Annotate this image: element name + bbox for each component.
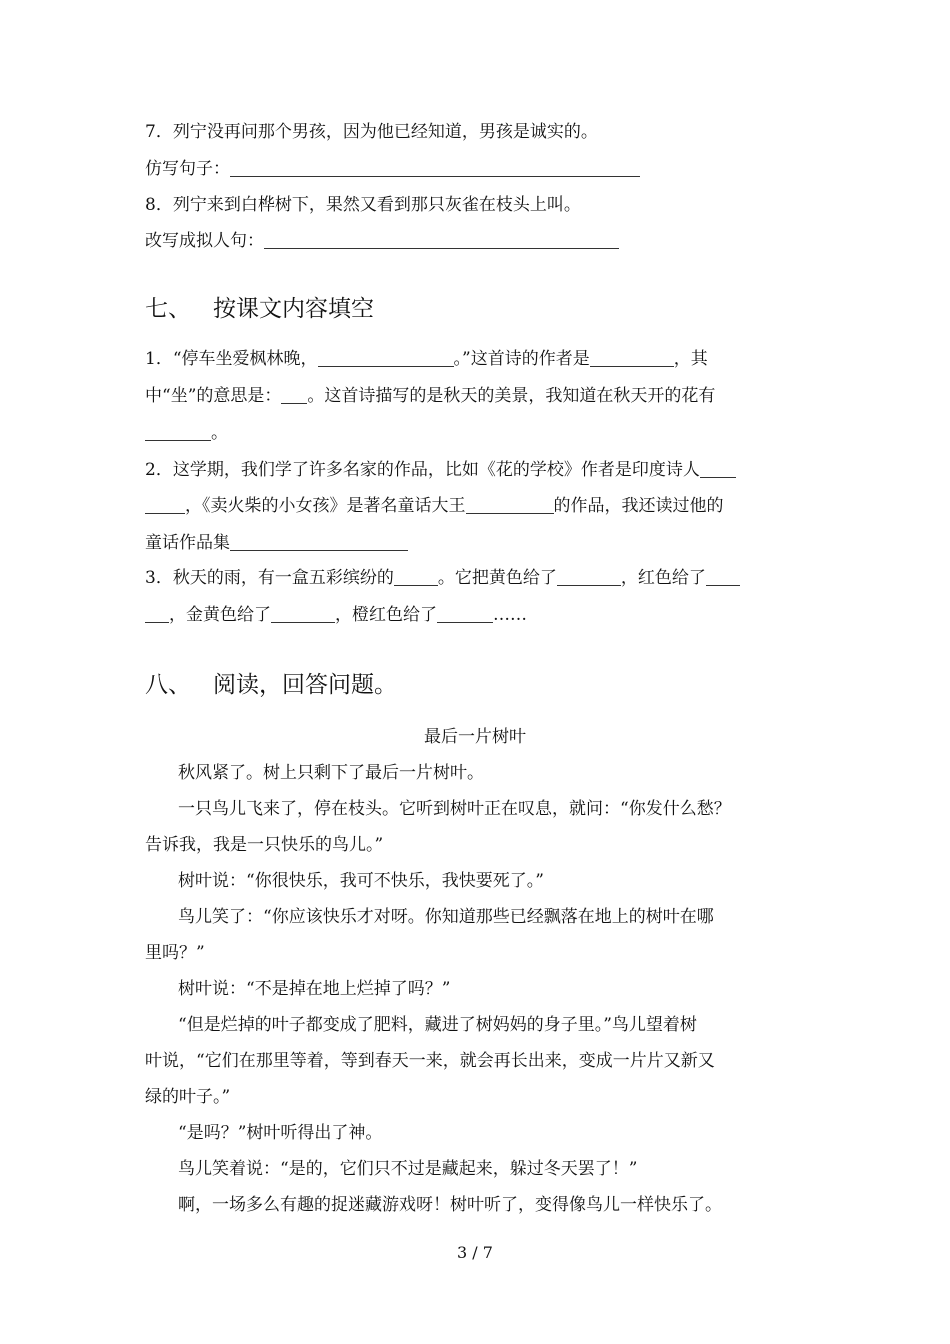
q8-sentence [145, 193, 805, 217]
q7-prompt: 仿写句子： [145, 159, 230, 179]
story-line-3: 告诉我，我是一只快乐的鸟儿。” [145, 835, 384, 855]
section-8-number: 八、 [145, 672, 191, 698]
story-line-2: 一只鸟儿飞来了，停在枝头。它听到树叶正在叹息，就问：“你发什么愁？ [178, 799, 731, 819]
s7-item1-blank-1[interactable] [318, 348, 454, 367]
story-line-9: 叶说，“它们在那里等着，等到春天一来，就会再长出来，变成一片片又新又 [145, 1051, 715, 1071]
s7-item2-blank-2[interactable] [466, 495, 554, 514]
q7-answer-line [145, 157, 805, 181]
s7-item3-text-f: …… [493, 605, 527, 625]
story-title: 最后一片树叶 [424, 727, 526, 747]
section-7-title: 按课文内容填空 [213, 296, 374, 322]
s7-item1-line2 [145, 384, 805, 408]
section-8-title: 阅读，回答问题。 [213, 672, 397, 698]
s7-item2-blank-1a[interactable] [700, 459, 736, 478]
s7-item3-blank-3b[interactable] [145, 604, 169, 623]
s7-item3-blank-5[interactable] [437, 604, 493, 623]
s7-item1-blank-2[interactable] [590, 348, 674, 367]
s7-item3-text-b: 。它把黄色给了 [437, 568, 557, 588]
section-7-heading [145, 294, 374, 324]
q8-prompt: 改写成拟人句： [145, 231, 264, 251]
s7-item2-text-c: 的作品，我还读过他的 [553, 496, 724, 516]
q8-answer-line [145, 229, 805, 253]
s7-item3-blank-2[interactable] [557, 567, 621, 586]
q8-answer-blank[interactable] [264, 230, 619, 249]
s7-item3-text-e: ，橙红色给了 [335, 605, 437, 625]
story-line-4: 树叶说：“你很快乐，我可不快乐，我快要死了。” [178, 871, 544, 891]
q7-answer-blank[interactable] [230, 158, 640, 177]
story-line-11: “是吗？”树叶听得出了神。 [178, 1123, 383, 1143]
story-line-6: 里吗？” [145, 943, 205, 963]
s7-item2-line3 [145, 531, 805, 555]
s7-item2-text-a: 2．这学期，我们学了许多名家的作品，比如《花的学校》作者是印度诗人 [145, 460, 700, 480]
page-number: 3 / 7 [457, 1243, 493, 1262]
story-line-10: 绿的叶子。” [145, 1087, 231, 1107]
s7-item3-text-c: ，红色给了 [620, 568, 706, 588]
s7-item1-text-f: 。 [211, 423, 228, 443]
s7-item2-line1 [145, 458, 805, 482]
s7-item2-text-d: 童话作品集 [145, 533, 230, 553]
s7-item3-blank-4[interactable] [271, 604, 335, 623]
s7-item3-blank-3a[interactable] [706, 567, 740, 586]
s7-item2-text-b: ，《卖火柴的小女孩》是著名童话大王 [185, 496, 466, 516]
s7-item1-text-c: ，其 [673, 349, 708, 369]
section-7-number: 七、 [145, 296, 191, 322]
story-line-8: “但是烂掉的叶子都变成了肥料，藏进了树妈妈的身子里。”鸟儿望着树 [178, 1015, 697, 1035]
s7-item3-blank-1[interactable] [394, 567, 438, 586]
s7-item3-line2 [145, 603, 805, 627]
s7-item2-blank-1b[interactable] [145, 495, 185, 514]
story-line-13: 啊，一场多么有趣的捉迷藏游戏呀！树叶听了，变得像鸟儿一样快乐了。 [178, 1195, 722, 1215]
story-line-7: 树叶说：“不是掉在地上烂掉了吗？” [178, 979, 451, 999]
s7-item1-text-d: 中“坐”的意思是： [145, 386, 282, 406]
s7-item3-line1 [145, 566, 805, 590]
s7-item1-blank-4[interactable] [145, 422, 211, 441]
story-line-12: 鸟儿笑着说：“是的，它们只不过是藏起来，躲过冬天罢了！” [178, 1159, 638, 1179]
story-line-5: 鸟儿笑了：“你应该快乐才对呀。你知道那些已经飘落在地上的树叶在哪 [178, 907, 714, 927]
section-8-heading [145, 670, 397, 700]
s7-item2-line2 [145, 494, 805, 518]
s7-item3-text-d: ，金黄色给了 [169, 605, 271, 625]
q8-sentence-text: 8．列宁来到白桦树下，果然又看到那只灰雀在枝头上叫。 [145, 195, 581, 215]
story-line-1: 秋风紧了。树上只剩下了最后一片树叶。 [178, 763, 484, 783]
s7-item1-text-e: 。这首诗描写的是秋天的美景，我知道在秋天开的花有 [307, 386, 716, 406]
s7-item3-text-a: 3．秋天的雨，有一盒五彩缤纷的 [145, 568, 394, 588]
s7-item1-blank-3[interactable] [281, 385, 307, 404]
s7-item1-line3 [145, 421, 805, 445]
s7-item1-line1 [145, 347, 805, 371]
s7-item2-blank-3[interactable] [230, 532, 408, 551]
s7-item1-text-a: 1．“停车坐爱枫林晚， [145, 349, 318, 369]
s7-item1-text-b: 。”这首诗的作者是 [453, 349, 590, 369]
q7-sentence [145, 120, 805, 144]
q7-sentence-text: 7．列宁没再问那个男孩，因为他已经知道，男孩是诚实的。 [145, 122, 598, 142]
